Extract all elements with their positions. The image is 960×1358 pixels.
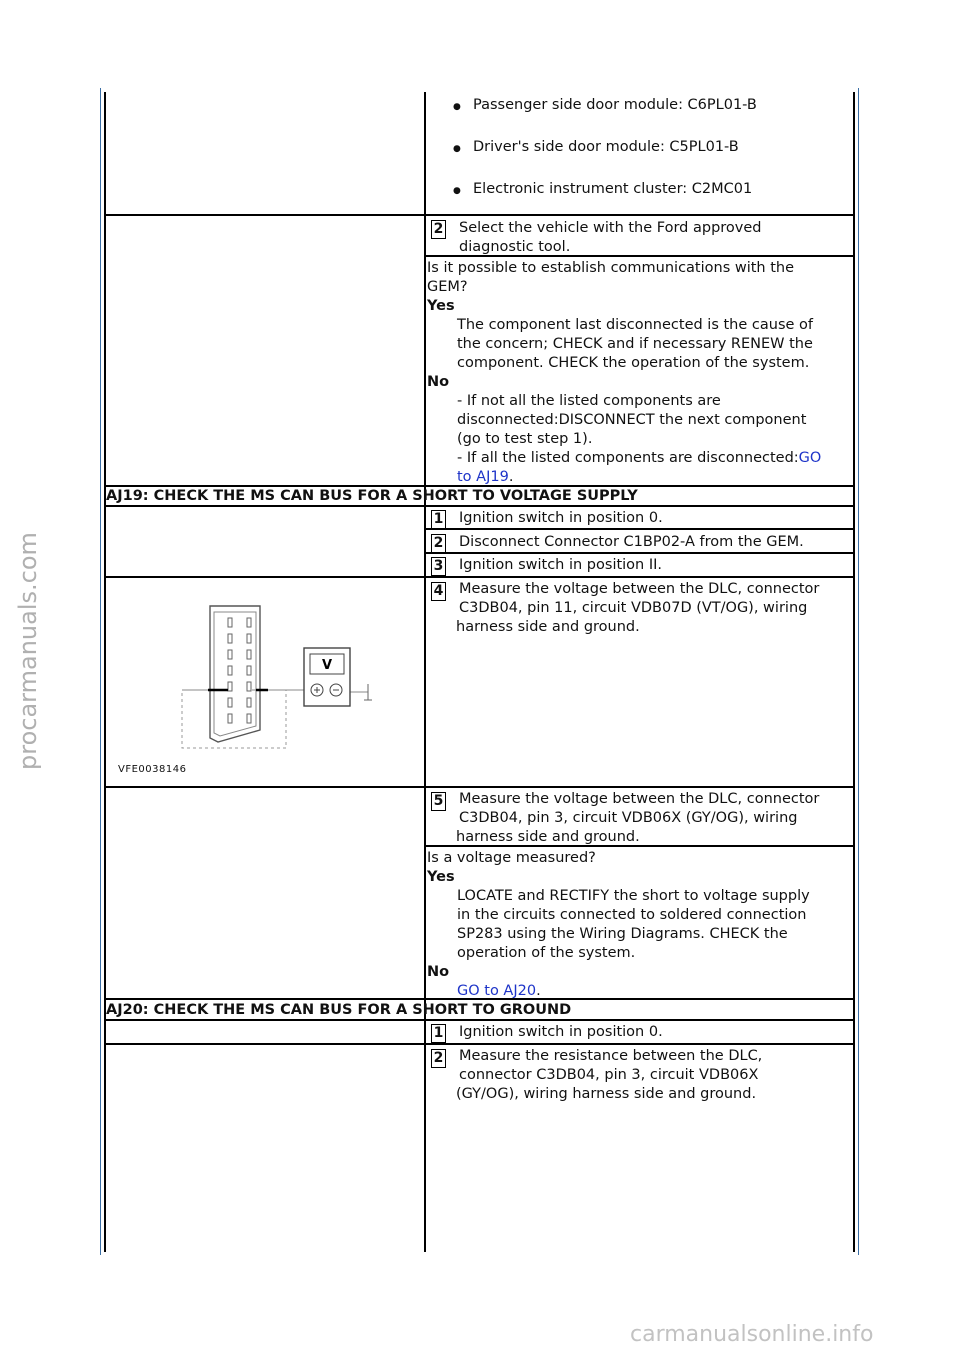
- side-watermark: procarmanuals.com: [14, 532, 42, 770]
- row-divider: [105, 1043, 854, 1045]
- step-text: Ignition switch in position 0.: [459, 1024, 663, 1040]
- meter-display: V: [321, 658, 333, 673]
- section-header-aj20: AJ20: CHECK THE MS CAN BUS FOR A SHORT TO GROUND: [106, 1002, 572, 1018]
- step-text: Ignition switch in position II.: [459, 557, 663, 573]
- footer-watermark: carmanualsonline.info: [630, 1322, 874, 1347]
- figure-label: VFE0038146: [118, 764, 187, 775]
- step-number: 3: [431, 557, 446, 576]
- step-number: 2: [431, 220, 446, 239]
- step-number: 2: [431, 534, 446, 553]
- row-divider: [105, 214, 854, 216]
- step-number: 1: [431, 1024, 446, 1043]
- row-divider: [425, 528, 854, 530]
- goto-aj19-link[interactable]: to AJ19: [457, 469, 509, 485]
- goto-aj19-link[interactable]: GO: [798, 450, 822, 466]
- dlc-voltage-diagram: [110, 590, 420, 780]
- row-divider: [105, 576, 854, 578]
- left-blue-rule: [100, 88, 101, 1255]
- step-number: 4: [431, 582, 446, 601]
- row-divider: [105, 786, 854, 788]
- step-number: 1: [431, 510, 446, 529]
- goto-aj20-link[interactable]: GO to AJ20: [457, 983, 537, 999]
- step-number: 5: [431, 792, 446, 811]
- step-text: Ignition switch in position 0.: [459, 510, 663, 526]
- right-blue-rule: [858, 88, 859, 1255]
- row-divider: [425, 552, 854, 554]
- middle-border: [424, 92, 426, 1252]
- step-text: Measure the voltage between the DLC, connector C3DB04, pin 11, circuit VDB07D (VT/OG), wiring harness side and ground.: [456, 581, 820, 635]
- step-number: 2: [431, 1049, 446, 1068]
- step-text: Select the vehicle with the Ford approved diagnostic tool.: [459, 220, 762, 255]
- left-border: [104, 92, 106, 1252]
- question-block: Is a voltage measured? Yes LOCATE and RECTIFY the short to voltage supply in the circuits connected to soldered connection SP283 using the Wiring Diagrams. CHECK the operation of the system. No GO to AJ20.: [427, 850, 810, 999]
- step-text: Measure the resistance between the DLC, connector C3DB04, pin 3, circuit VDB06X (GY/OG), wiring harness side and ground.: [456, 1048, 763, 1102]
- question-block: Is it possible to establish communications with the GEM? Yes The component last disconnected is the cause of the concern; CHECK and if necessary RENEW the component. CHECK the operation of the system. No - If not all the listed components are disconnected:DISCONNECT the next component (go to test step 1). - If all the listed components are disconnected:GO to AJ19.: [427, 260, 822, 485]
- section-header-aj19: AJ19: CHECK THE MS CAN BUS FOR A SHORT TO VOLTAGE SUPPLY: [106, 488, 638, 504]
- step-text: Disconnect Connector C1BP02-A from the GEM.: [459, 534, 804, 550]
- step-text: Measure the voltage between the DLC, connector C3DB04, pin 3, circuit VDB06X (GY/OG), wiring harness side and ground.: [456, 791, 820, 845]
- connector-meter-illustration: [110, 590, 420, 780]
